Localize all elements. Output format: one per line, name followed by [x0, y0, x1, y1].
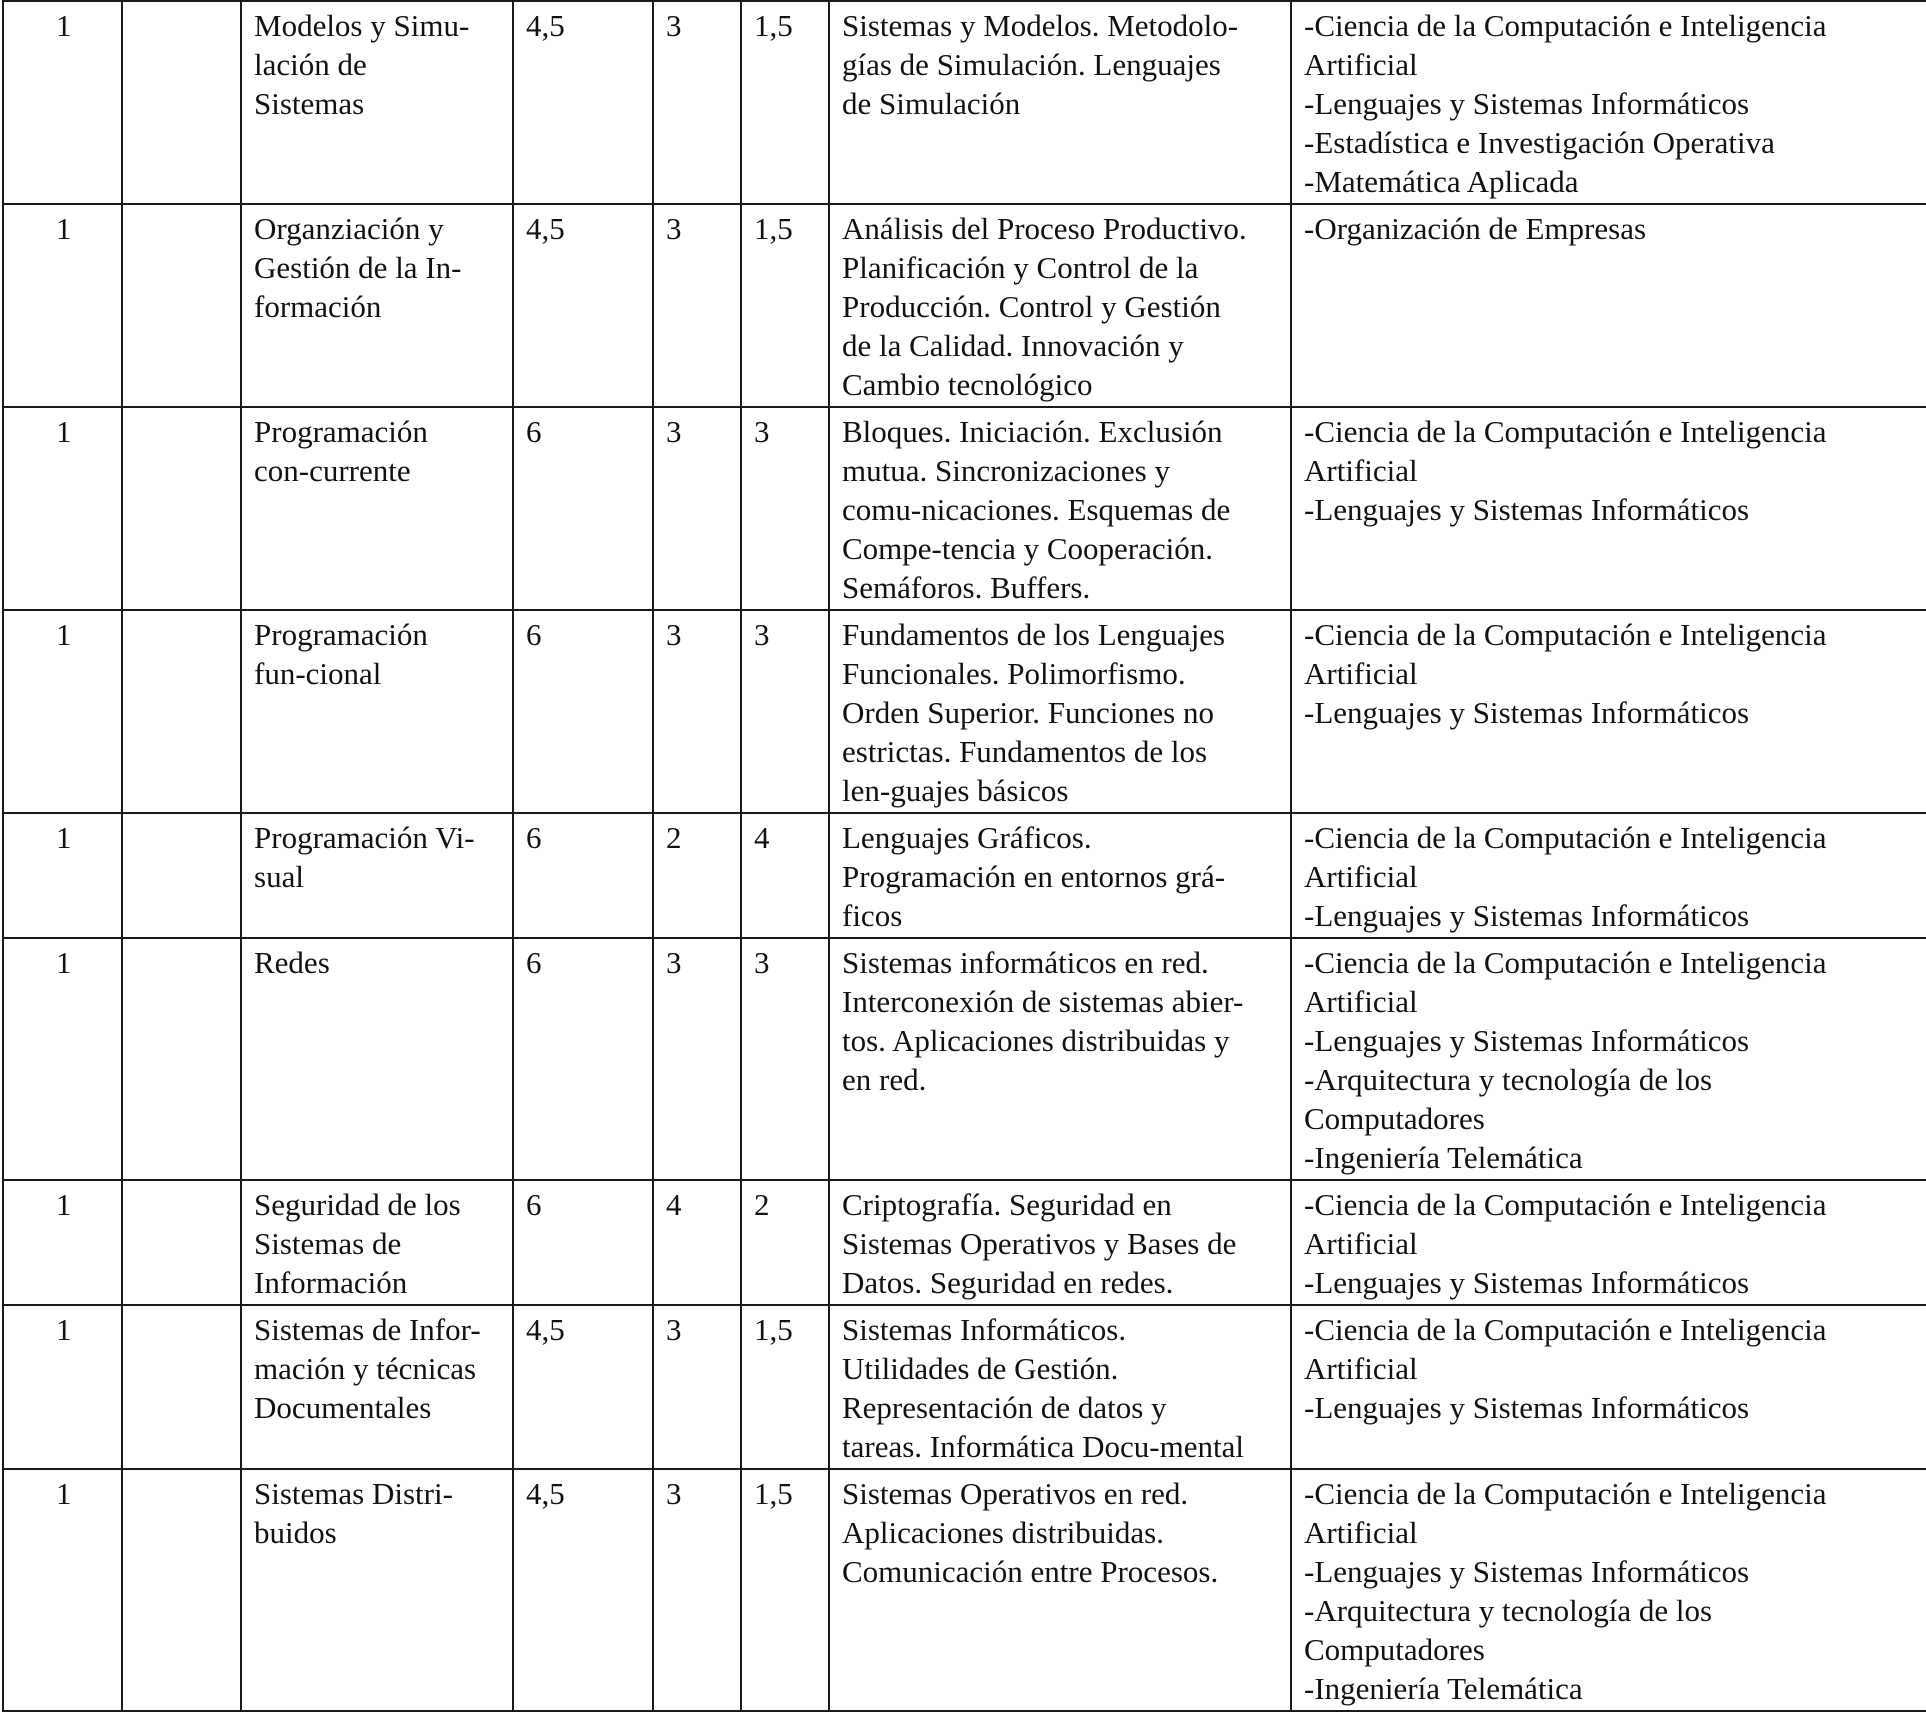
- course-cell: [3, 813, 122, 938]
- knowledge-areas-cell-line: -Lenguajes y Sistemas Informáticos: [1304, 1390, 1750, 1425]
- knowledge-areas-cell-line: -Lenguajes y Sistemas Informáticos: [1304, 1554, 1750, 1589]
- subject-name-cell: [241, 204, 513, 407]
- practice-credits-cell-text: 1,5: [754, 1312, 793, 1347]
- knowledge-areas-cell-line: -Arquitectura y tecnología de los: [1304, 1062, 1713, 1097]
- course-cell: [3, 407, 122, 610]
- table-row: [3, 938, 1926, 1180]
- knowledge-areas-cell-line: -Lenguajes y Sistemas Informáticos: [1304, 1023, 1750, 1058]
- knowledge-areas-cell: [1291, 1, 1926, 204]
- description-cell: [829, 204, 1291, 407]
- knowledge-areas-cell: [1291, 407, 1926, 610]
- course-cell: [3, 1180, 122, 1305]
- description-cell-line: Comunicación entre Procesos.: [842, 1554, 1219, 1589]
- course-cell: [3, 1305, 122, 1469]
- course-cell-text: 1: [56, 414, 72, 449]
- total-credits-cell: [513, 204, 653, 407]
- description-cell: [829, 407, 1291, 610]
- table-body: [3, 1, 1926, 1711]
- course-cell-text: 1: [56, 820, 72, 855]
- total-credits-cell-text: 4,5: [526, 1476, 565, 1511]
- subject-name-cell: [241, 1, 513, 204]
- knowledge-areas-cell-line: Artificial: [1304, 47, 1418, 82]
- subject-name-cell-line: fun-cional: [254, 656, 382, 691]
- subject-name-cell-line: Documentales: [254, 1390, 432, 1425]
- table-row: [3, 1305, 1926, 1469]
- description-cell-line: Datos. Seguridad en redes.: [842, 1265, 1174, 1300]
- course-cell-text: 1: [56, 945, 72, 980]
- theory-credits-cell: [653, 1305, 741, 1469]
- total-credits-cell-text: 4,5: [526, 1312, 565, 1347]
- subject-name-cell-line: mación y técnicas: [254, 1351, 477, 1386]
- subject-name-cell-line: Sistemas de: [254, 1226, 402, 1261]
- description-cell-line: Interconexión de sistemas abier-: [842, 984, 1244, 1019]
- knowledge-areas-cell-line: -Lenguajes y Sistemas Informáticos: [1304, 86, 1750, 121]
- theory-credits-cell-text: 3: [666, 1476, 682, 1511]
- total-credits-cell: [513, 1, 653, 204]
- practice-credits-cell: [741, 1469, 829, 1711]
- table-row: [3, 407, 1926, 610]
- subject-name-cell-line: Seguridad de los: [254, 1187, 461, 1222]
- course-cell: [3, 1469, 122, 1711]
- total-credits-cell-text: 6: [526, 820, 542, 855]
- practice-credits-cell: [741, 1305, 829, 1469]
- theory-credits-cell: [653, 1180, 741, 1305]
- code-cell: [122, 407, 241, 610]
- description-cell-line: Programación en entornos grá-: [842, 859, 1226, 894]
- subject-name-cell-line: Información: [254, 1265, 408, 1300]
- subject-name-cell-line: Sistemas Distri-: [254, 1476, 453, 1511]
- knowledge-areas-cell-line: Computadores: [1304, 1101, 1485, 1136]
- knowledge-areas-cell-line: -Ciencia de la Computación e Inteligencia: [1304, 945, 1827, 980]
- practice-credits-cell: [741, 1, 829, 204]
- subject-name-cell: [241, 938, 513, 1180]
- description-cell-line: tos. Aplicaciones distribuidas y: [842, 1023, 1230, 1058]
- subject-name-cell: [241, 610, 513, 813]
- code-cell: [122, 204, 241, 407]
- practice-credits-cell: [741, 813, 829, 938]
- practice-credits-cell-text: 1,5: [754, 8, 793, 43]
- subject-name-cell-line: Organziación y: [254, 211, 444, 246]
- total-credits-cell-text: 6: [526, 617, 542, 652]
- description-cell-line: Bloques. Iniciación. Exclusión: [842, 414, 1223, 449]
- description-cell: [829, 813, 1291, 938]
- practice-credits-cell-text: 3: [754, 414, 770, 449]
- course-cell-text: 1: [56, 1312, 72, 1347]
- description-cell-line: Utilidades de Gestión.: [842, 1351, 1119, 1386]
- description-cell-line: de la Calidad. Innovación y: [842, 328, 1184, 363]
- theory-credits-cell: [653, 938, 741, 1180]
- practice-credits-cell-text: 3: [754, 945, 770, 980]
- subject-name-cell-line: Programación: [254, 414, 428, 449]
- course-cell-text: 1: [56, 8, 72, 43]
- description-cell-line: Compe-tencia y Cooperación.: [842, 531, 1214, 566]
- total-credits-cell: [513, 407, 653, 610]
- theory-credits-cell: [653, 813, 741, 938]
- knowledge-areas-cell-line: Artificial: [1304, 453, 1418, 488]
- description-cell-line: Funcionales. Polimorfismo.: [842, 656, 1186, 691]
- subject-name-cell-line: Redes: [254, 945, 330, 980]
- subject-name-cell-line: Gestión de la In-: [254, 250, 462, 285]
- theory-credits-cell: [653, 1469, 741, 1711]
- knowledge-areas-cell-line: Artificial: [1304, 859, 1418, 894]
- subject-name-cell-line: sual: [254, 859, 304, 894]
- table-row: [3, 813, 1926, 938]
- course-cell-text: 1: [56, 1476, 72, 1511]
- course-cell-text: 1: [56, 617, 72, 652]
- table-row: [3, 204, 1926, 407]
- knowledge-areas-cell-line: -Ingeniería Telemática: [1304, 1140, 1583, 1175]
- knowledge-areas-cell-line: -Ciencia de la Computación e Inteligencia: [1304, 1476, 1827, 1511]
- description-cell-line: Análisis del Proceso Productivo.: [842, 211, 1247, 246]
- description-cell-line: Cambio tecnológico: [842, 367, 1093, 402]
- subject-name-cell-line: Sistemas: [254, 86, 365, 121]
- total-credits-cell-text: 4,5: [526, 8, 565, 43]
- subject-name-cell-line: con-currente: [254, 453, 411, 488]
- knowledge-areas-cell-line: Artificial: [1304, 656, 1418, 691]
- knowledge-areas-cell-line: Artificial: [1304, 1226, 1418, 1261]
- description-cell-line: ficos: [842, 898, 903, 933]
- knowledge-areas-cell: [1291, 813, 1926, 938]
- description-cell-line: Sistemas Operativos y Bases de: [842, 1226, 1237, 1261]
- course-cell: [3, 610, 122, 813]
- description-cell-line: Fundamentos de los Lenguajes: [842, 617, 1226, 652]
- knowledge-areas-cell-line: -Estadística e Investigación Operativa: [1304, 125, 1775, 160]
- code-cell: [122, 938, 241, 1180]
- theory-credits-cell-text: 3: [666, 1312, 682, 1347]
- table-row: [3, 1180, 1926, 1305]
- description-cell: [829, 938, 1291, 1180]
- knowledge-areas-cell-line: -Arquitectura y tecnología de los: [1304, 1593, 1713, 1628]
- theory-credits-cell-text: 3: [666, 8, 682, 43]
- subject-name-cell-line: Sistemas de Infor-: [254, 1312, 481, 1347]
- description-cell-line: Semáforos. Buffers.: [842, 570, 1091, 605]
- practice-credits-cell: [741, 938, 829, 1180]
- knowledge-areas-cell-line: -Matemática Aplicada: [1304, 164, 1579, 199]
- knowledge-areas-cell: [1291, 1180, 1926, 1305]
- description-cell: [829, 610, 1291, 813]
- total-credits-cell: [513, 1469, 653, 1711]
- knowledge-areas-cell-line: -Lenguajes y Sistemas Informáticos: [1304, 492, 1750, 527]
- code-cell: [122, 813, 241, 938]
- knowledge-areas-cell-line: -Lenguajes y Sistemas Informáticos: [1304, 695, 1750, 730]
- course-cell: [3, 938, 122, 1180]
- description-cell-line: Lenguajes Gráficos.: [842, 820, 1092, 855]
- description-cell-line: len-guajes básicos: [842, 773, 1069, 808]
- theory-credits-cell: [653, 204, 741, 407]
- subject-name-cell-line: Programación Vi-: [254, 820, 475, 855]
- description-cell-line: Sistemas Informáticos.: [842, 1312, 1127, 1347]
- subject-name-cell-line: Programación: [254, 617, 428, 652]
- code-cell: [122, 1180, 241, 1305]
- total-credits-cell: [513, 1305, 653, 1469]
- description-cell: [829, 1180, 1291, 1305]
- total-credits-cell: [513, 610, 653, 813]
- knowledge-areas-cell-line: Computadores: [1304, 1632, 1485, 1667]
- knowledge-areas-cell-line: -Organización de Empresas: [1304, 211, 1647, 246]
- theory-credits-cell-text: 2: [666, 820, 682, 855]
- knowledge-areas-cell-line: -Ciencia de la Computación e Inteligencia: [1304, 414, 1827, 449]
- code-cell: [122, 1305, 241, 1469]
- description-cell-line: Orden Superior. Funciones no: [842, 695, 1214, 730]
- total-credits-cell-text: 6: [526, 414, 542, 449]
- theory-credits-cell-text: 3: [666, 945, 682, 980]
- description-cell-line: mutua. Sincronizaciones y: [842, 453, 1170, 488]
- description-cell-line: gías de Simulación. Lenguajes: [842, 47, 1221, 82]
- code-cell: [122, 1469, 241, 1711]
- total-credits-cell-text: 4,5: [526, 211, 565, 246]
- description-cell-line: Producción. Control y Gestión: [842, 289, 1221, 324]
- description-cell-line: comu-nicaciones. Esquemas de: [842, 492, 1231, 527]
- course-cell: [3, 204, 122, 407]
- knowledge-areas-cell-line: -Ingeniería Telemática: [1304, 1671, 1583, 1706]
- total-credits-cell: [513, 1180, 653, 1305]
- knowledge-areas-cell-line: -Lenguajes y Sistemas Informáticos: [1304, 898, 1750, 933]
- course-cell: [3, 1, 122, 204]
- total-credits-cell-text: 6: [526, 945, 542, 980]
- description-cell-line: Sistemas informáticos en red.: [842, 945, 1209, 980]
- knowledge-areas-cell: [1291, 204, 1926, 407]
- theory-credits-cell: [653, 407, 741, 610]
- theory-credits-cell: [653, 1, 741, 204]
- knowledge-areas-cell-line: -Ciencia de la Computación e Inteligencia: [1304, 820, 1827, 855]
- description-cell: [829, 1305, 1291, 1469]
- code-cell: [122, 610, 241, 813]
- code-cell: [122, 1, 241, 204]
- subject-name-cell: [241, 407, 513, 610]
- total-credits-cell: [513, 813, 653, 938]
- knowledge-areas-cell-line: -Ciencia de la Computación e Inteligencia: [1304, 1187, 1827, 1222]
- subject-name-cell-line: Modelos y Simu-: [254, 8, 470, 43]
- knowledge-areas-cell-line: Artificial: [1304, 1515, 1418, 1550]
- practice-credits-cell: [741, 407, 829, 610]
- description-cell-line: Planificación y Control de la: [842, 250, 1199, 285]
- subject-name-cell: [241, 813, 513, 938]
- theory-credits-cell-text: 4: [666, 1187, 682, 1222]
- practice-credits-cell-text: 1,5: [754, 211, 793, 246]
- table-row: [3, 1469, 1926, 1711]
- subjects-table: [2, 0, 1926, 1712]
- description-cell-line: Criptografía. Seguridad en: [842, 1187, 1172, 1222]
- description-cell-line: de Simulación: [842, 86, 1021, 121]
- description-cell-line: tareas. Informática Docu-mental: [842, 1429, 1244, 1464]
- description-cell: [829, 1469, 1291, 1711]
- knowledge-areas-cell-line: -Lenguajes y Sistemas Informáticos: [1304, 1265, 1750, 1300]
- table-row: [3, 1, 1926, 204]
- knowledge-areas-cell-line: -Ciencia de la Computación e Inteligencia: [1304, 617, 1827, 652]
- subject-name-cell-line: buidos: [254, 1515, 337, 1550]
- description-cell-line: en red.: [842, 1062, 927, 1097]
- knowledge-areas-cell-line: -Ciencia de la Computación e Inteligencia: [1304, 1312, 1827, 1347]
- practice-credits-cell-text: 4: [754, 820, 770, 855]
- description-cell-line: estrictas. Fundamentos de los: [842, 734, 1208, 769]
- theory-credits-cell-text: 3: [666, 414, 682, 449]
- total-credits-cell-text: 6: [526, 1187, 542, 1222]
- practice-credits-cell-text: 2: [754, 1187, 770, 1222]
- knowledge-areas-cell: [1291, 610, 1926, 813]
- practice-credits-cell: [741, 204, 829, 407]
- table-row: [3, 610, 1926, 813]
- description-cell-line: Aplicaciones distribuidas.: [842, 1515, 1164, 1550]
- subject-name-cell: [241, 1180, 513, 1305]
- knowledge-areas-cell: [1291, 938, 1926, 1180]
- practice-credits-cell-text: 3: [754, 617, 770, 652]
- subject-name-cell: [241, 1305, 513, 1469]
- knowledge-areas-cell-line: Artificial: [1304, 984, 1418, 1019]
- description-cell-line: Representación de datos y: [842, 1390, 1167, 1425]
- theory-credits-cell-text: 3: [666, 211, 682, 246]
- theory-credits-cell: [653, 610, 741, 813]
- subject-name-cell-line: formación: [254, 289, 382, 324]
- practice-credits-cell: [741, 610, 829, 813]
- practice-credits-cell: [741, 1180, 829, 1305]
- practice-credits-cell-text: 1,5: [754, 1476, 793, 1511]
- theory-credits-cell-text: 3: [666, 617, 682, 652]
- course-cell-text: 1: [56, 211, 72, 246]
- knowledge-areas-cell: [1291, 1469, 1926, 1711]
- knowledge-areas-cell: [1291, 1305, 1926, 1469]
- description-cell: [829, 1, 1291, 204]
- subject-name-cell: [241, 1469, 513, 1711]
- course-cell-text: 1: [56, 1187, 72, 1222]
- knowledge-areas-cell-line: Artificial: [1304, 1351, 1418, 1386]
- description-cell-line: Sistemas Operativos en red.: [842, 1476, 1189, 1511]
- total-credits-cell: [513, 938, 653, 1180]
- knowledge-areas-cell-line: -Ciencia de la Computación e Inteligencia: [1304, 8, 1827, 43]
- description-cell-line: Sistemas y Modelos. Metodolo-: [842, 8, 1239, 43]
- subject-name-cell-line: lación de: [254, 47, 367, 82]
